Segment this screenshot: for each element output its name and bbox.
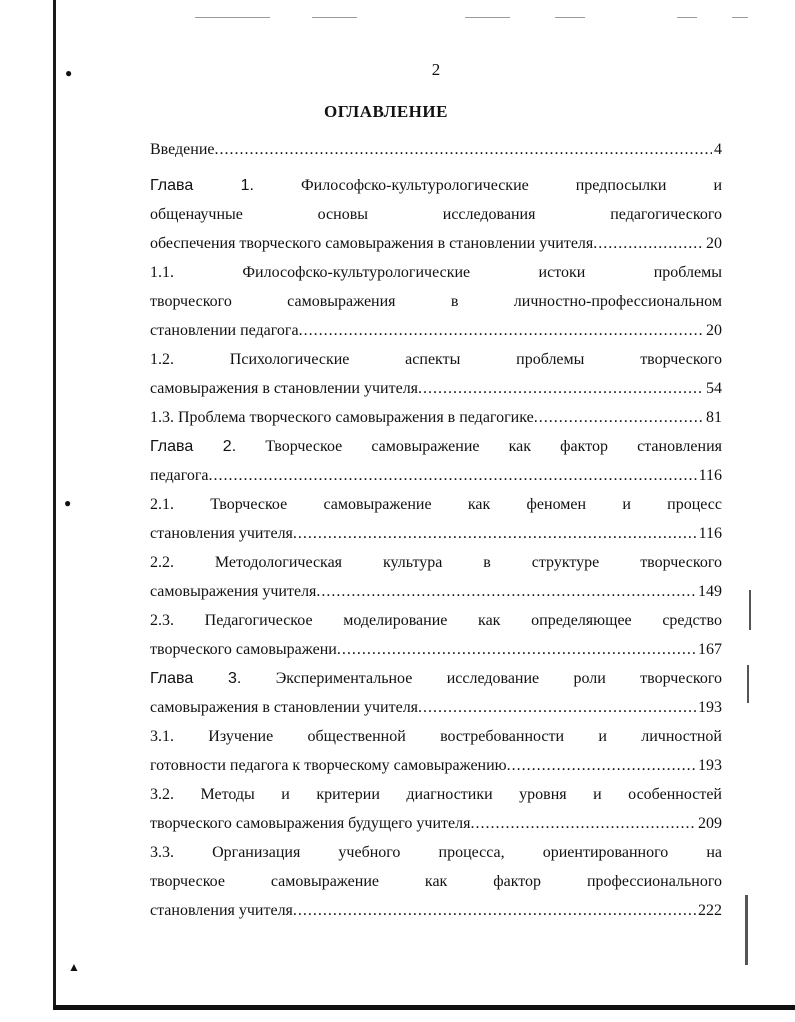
- toc-entry-chapter-2[interactable]: [150, 433, 722, 461]
- punch-hole-mark: ●: [65, 66, 73, 80]
- toc-page-number: 81: [706, 409, 722, 426]
- scan-artifact-top: [312, 17, 357, 18]
- toc-page-number: 222: [698, 902, 722, 919]
- leader-dots: [215, 136, 713, 164]
- toc-entry-line: творческого самовыражения в личностно-профессиональном: [150, 293, 722, 310]
- toc-entry-line: [150, 462, 722, 490]
- toc-entry-text: становлении педагога: [150, 322, 299, 339]
- scan-noise: [749, 590, 751, 630]
- toc-entry-text: обеспечения творческого самовыражения в становлении учителя: [150, 235, 594, 252]
- toc-page-number: 209: [698, 815, 722, 832]
- toc-page-number: 149: [698, 583, 722, 600]
- toc-entry-text: Философско-культурологические предпосылки и: [301, 177, 722, 194]
- scan-bottom-edge: [53, 1005, 795, 1010]
- toc-entry-text: самовыражения в становлении учителя: [150, 699, 419, 716]
- leader-dots: [293, 897, 696, 925]
- toc-entry-chapter-1[interactable]: [150, 172, 722, 200]
- toc-page-number: 20: [706, 235, 722, 252]
- toc-entry-text: Экспериментальное исследование роли творческого: [275, 670, 722, 687]
- scan-artifact-top: [465, 17, 510, 18]
- toc-page-number: 4: [714, 141, 722, 158]
- toc-entry-line: [150, 694, 722, 722]
- scan-left-edge: [53, 0, 56, 1010]
- toc-entry-1-1[interactable]: 1.1. Философско-культурологические истоки проблемы: [150, 264, 722, 281]
- toc-entry-line: [150, 375, 722, 403]
- leader-dots: [337, 636, 696, 664]
- leader-dots: [534, 404, 704, 432]
- punch-hole-mark: ▲: [68, 960, 80, 974]
- toc-entry-text: творческого самовыражения будущего учителя: [150, 815, 471, 832]
- toc-entry-2-3[interactable]: 2.3. Педагогическое моделирование как определяющее средство: [150, 612, 722, 629]
- toc-entry-line: [150, 230, 722, 258]
- page-title: ОГЛАВЛЕНИЕ: [324, 102, 448, 121]
- toc-entry-intro[interactable]: [150, 136, 722, 164]
- scan-artifact-top: [732, 17, 748, 18]
- toc-entry-text: становления учителя: [150, 902, 293, 919]
- toc-entry-line: [150, 578, 722, 606]
- toc-entry-1-3[interactable]: [150, 404, 722, 432]
- toc-entry-2-2[interactable]: 2.2. Методологическая культура в структуре творческого: [150, 554, 722, 571]
- page-number: 2: [431, 60, 441, 79]
- chapter-label: Глава 1.: [150, 177, 254, 194]
- leader-dots: [418, 694, 696, 722]
- toc-entry-3-1[interactable]: 3.1. Изучение общественной востребованности и личностной: [150, 728, 722, 745]
- leader-dots: [316, 578, 696, 606]
- toc-entry-text: Творческое самовыражение как фактор становления: [265, 438, 722, 455]
- toc-entry-2-1[interactable]: 2.1. Творческое самовыражение как феномен и процесс: [150, 496, 722, 513]
- leader-dots: [418, 375, 704, 403]
- chapter-label: Глава 3.: [150, 670, 242, 687]
- leader-dots: [209, 462, 697, 490]
- punch-hole-mark: ●: [64, 496, 72, 510]
- toc-entry-text: становления учителя: [150, 525, 293, 542]
- toc-entry-1-2[interactable]: 1.2. Психологические аспекты проблемы творческого: [150, 351, 722, 368]
- toc-page-number: 20: [706, 322, 722, 339]
- scan-artifact-top: [555, 17, 585, 18]
- leader-dots: [299, 317, 704, 345]
- toc-entry-line: [150, 810, 722, 838]
- toc-page-number: 116: [698, 467, 722, 484]
- toc-entry-text: самовыражения учителя: [150, 583, 317, 600]
- toc-entry-text: самовыражения в становлении учителя: [150, 380, 419, 397]
- toc-entry-text: 1.3. Проблема творческого самовыражения в педагогике: [150, 409, 534, 426]
- scan-artifact-top: [195, 17, 270, 18]
- toc-entry-line: [150, 520, 722, 548]
- leader-dots: [593, 230, 704, 258]
- toc-entry-line: [150, 317, 722, 345]
- leader-dots: [293, 520, 697, 548]
- toc-entry-text: педагога: [150, 467, 209, 484]
- toc-page-number: 167: [698, 641, 722, 658]
- toc-entry-text: готовности педагога к творческому самовыражению: [150, 757, 507, 774]
- scan-noise: [747, 665, 749, 703]
- toc-entry-text: творческого самовыражени: [150, 641, 337, 658]
- toc-entry-line: [150, 752, 722, 780]
- leader-dots: [470, 810, 696, 838]
- toc-entry-line: [150, 897, 722, 925]
- leader-dots: [507, 752, 696, 780]
- toc-page-number: 193: [698, 757, 722, 774]
- toc-page-number: 54: [706, 380, 722, 397]
- toc-entry-line: общенаучные основы исследования педагогического: [150, 206, 722, 223]
- toc-entry-text: Введение: [150, 141, 215, 158]
- scan-noise: [745, 895, 748, 965]
- toc-entry-chapter-3[interactable]: [150, 665, 722, 693]
- toc-entry-line: [150, 636, 722, 664]
- toc-page-number: 116: [698, 525, 722, 542]
- toc-entry-3-3[interactable]: 3.3. Организация учебного процесса, ориентированного на: [150, 844, 722, 861]
- scan-artifact-top: [677, 17, 697, 18]
- chapter-label: Глава 2.: [150, 438, 237, 455]
- toc-entry-3-2[interactable]: 3.2. Методы и критерии диагностики уровня и особенностей: [150, 786, 722, 803]
- toc-page-number: 193: [698, 699, 722, 716]
- toc-entry-line: творческое самовыражение как фактор профессионального: [150, 873, 722, 890]
